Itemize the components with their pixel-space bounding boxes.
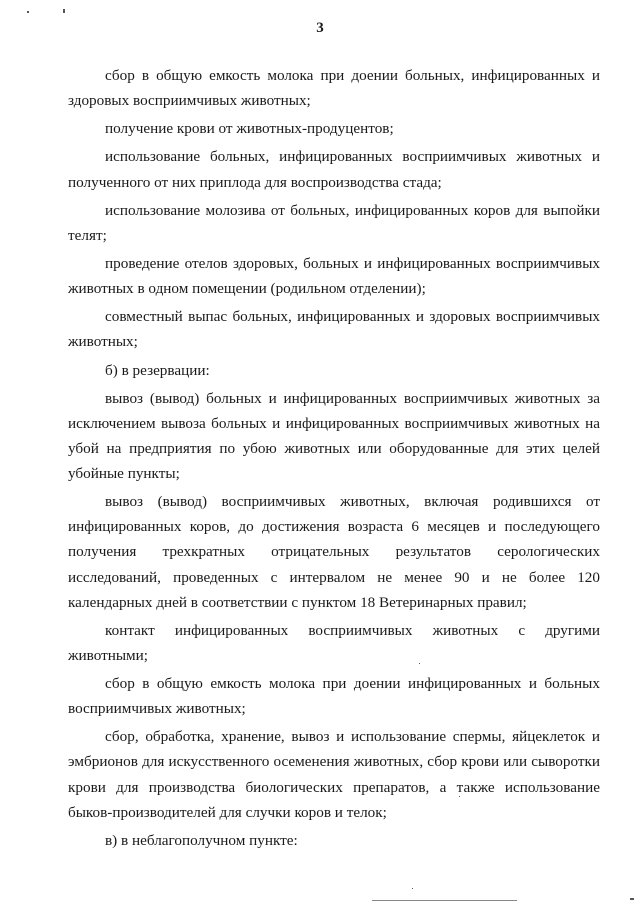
- paragraph: получение крови от животных-продуцентов;: [105, 120, 394, 138]
- paragraph: сбор в общую емкость молока при доении инфицированных и больных восприимчивых животных;: [68, 675, 600, 718]
- scan-speck: [63, 9, 65, 13]
- paragraph: совместный выпас больных, инфицированных и здоровых восприимчивых животных;: [68, 308, 600, 351]
- paragraph: вывоз (вывод) восприимчивых животных, включая родившихся от инфицированных коров, до достижения возраста 6 месяцев и последующего получения трехкратных отрицательных результатов серологических исследований, проведенных с интервалом не менее 90 и не более 120 календарных дней в соответствии с пунктом 18 Ветеринарных правил;: [68, 493, 600, 611]
- scan-line: [372, 900, 517, 901]
- scan-speck: [412, 888, 413, 889]
- paragraph: использование молозива от больных, инфицированных коров для выпойки телят;: [68, 201, 600, 244]
- section-heading: б) в резервации:: [105, 361, 210, 379]
- page-number: 3: [316, 20, 324, 36]
- paragraph: контакт инфицированных восприимчивых животных с другими животными;: [68, 621, 600, 664]
- scan-speck: [459, 796, 460, 797]
- paragraph: сбор в общую емкость молока при доении больных, инфицированных и здоровых восприимчивых животных;: [68, 67, 600, 110]
- paragraph: проведение отелов здоровых, больных и инфицированных восприимчивых животных в одном помещении (родильном отделении);: [68, 255, 600, 298]
- scan-speck: [630, 898, 634, 900]
- paragraph: сбор, обработка, хранение, вывоз и использование спермы, яйцеклеток и эмбрионов для искусственного осеменения животных, сбор крови или сыворотки крови для производства биологических препаратов, а также использование быков-производителей для случки коров и телок;: [68, 728, 600, 821]
- scan-speck: [27, 11, 29, 13]
- section-heading: в) в неблагополучном пункте:: [105, 831, 298, 849]
- scan-speck: [419, 663, 420, 664]
- paragraph: использование больных, инфицированных восприимчивых животных и полученного от них приплода для воспроизводства стада;: [68, 148, 600, 191]
- document-body: [68, 63, 600, 856]
- paragraph: вывоз (вывод) больных и инфицированных восприимчивых животных за исключением вывоза больных и инфицированных восприимчивых животных на убой на предприятия по убою животных или оборудованные для этих целей убойные пункты;: [68, 389, 600, 483]
